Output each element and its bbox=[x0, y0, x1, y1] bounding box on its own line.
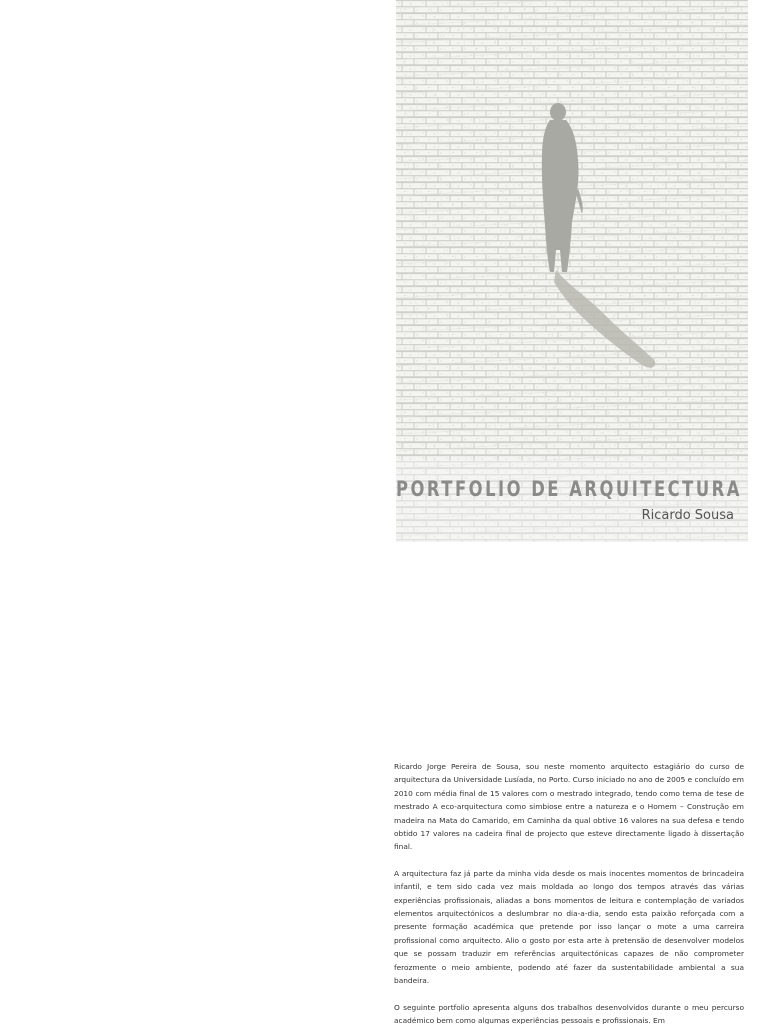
intro-paragraph: O seguinte portfolio apresenta alguns dos trabalhos desenvolvidos durante o meu percurso académico bem como algumas experiências pessoais e profissionais. Em bbox=[394, 1002, 744, 1024]
person-silhouette bbox=[396, 0, 748, 542]
cover-title: PORTFOLIO DE ARQUITECTURA bbox=[396, 477, 742, 501]
cover-author: Ricardo Sousa bbox=[641, 508, 734, 523]
intro-paragraph: Ricardo Jorge Pereira de Sousa, sou neste momento arquitecto estagiário do curso de arquitectura da Universidade Lusíada, no Porto. Curso iniciado no ano de 2005 e concluído em 2010 com média final de 15 valores com o mestrado integrado, tendo como tema de tese de mestrado A eco-arquitectura como simbiose entre a natureza e o Homem – Construção em madeira na Mata do Camarido, em Caminha da qual obtive 16 valores na sua defesa e tendo obtido 17 valores na cadeira final de projecto que esteve directamente ligado à dissertação final. bbox=[394, 762, 744, 852]
cover-panel bbox=[396, 0, 748, 542]
intro-text bbox=[394, 760, 744, 1024]
intro-paragraph: A arquitectura faz já parte da minha vida desde os mais inocentes momentos de brincadeira infantil, e tem sido cada vez mais moldada ao longo dos tempos através das várias experiências profissionais, aliadas a bons momentos de leitura e contemplação de variados elementos arquitectónicos a deslumbrar no dia-a-dia, sendo esta paixão reforçada com a presente formação académica que pretende por isso lançar o mote a uma carreira profissional como arquitecto. Alio o gosto por esta arte à pretensão de desenvolver modelos que se possam traduzir em referências arquitectónicas capazes de não comprometer ferozmente o meio ambiente, podendo até fazer da sustentabilidade ambiental a sua bandeira. bbox=[394, 868, 744, 986]
